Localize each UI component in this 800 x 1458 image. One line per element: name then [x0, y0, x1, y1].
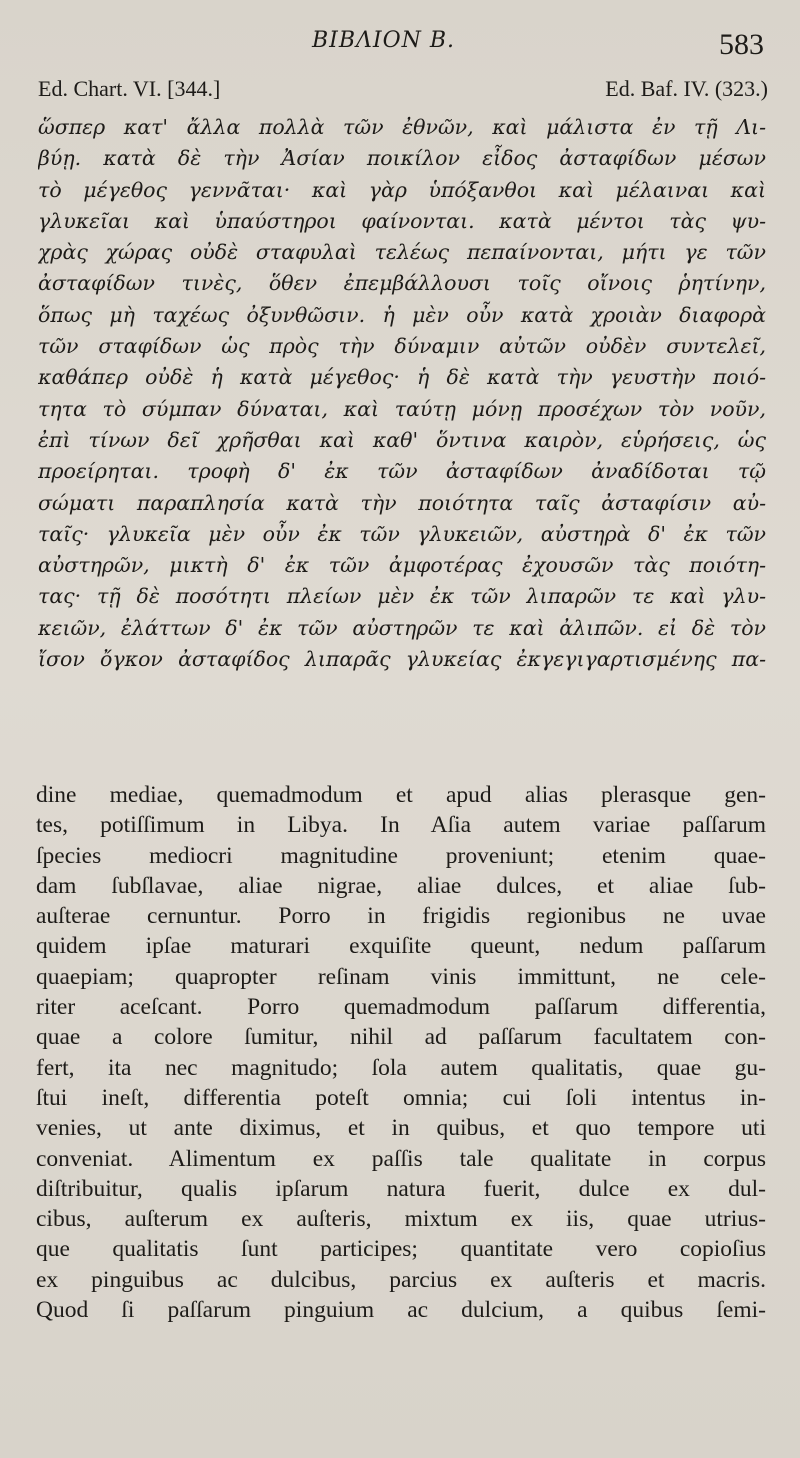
- latin-line: diſtribuitur, qualis ipſarum natura fuerit, dulce ex dul-: [36, 1175, 766, 1202]
- latin-line: dam ſubſlavae, aliae nigrae, aliae dulces, et aliae ſub-: [36, 872, 766, 899]
- latin-line: cibus, auſterum ex auſteris, mixtum ex iis, quae utrius-: [36, 1206, 766, 1233]
- greek-line: ἐπὶ τίνων δεῖ χρῆσθαι καὶ καθ' ὅντινα καιρὸν, εὑρήσεις, ὡς: [38, 427, 766, 452]
- greek-line: προείρηται. τροφὴ δ' ἐκ τῶν ἀσταφίδων ἀναδίδοται τῷ: [38, 459, 766, 484]
- page-number: 583: [719, 28, 764, 61]
- running-title: ΒΙΒΛΙΟΝ Β.: [312, 28, 456, 53]
- latin-line: quaepiam; quapropter reſinam vinis immittunt, ne cele-: [36, 963, 766, 990]
- latin-line: dine mediae, quemadmodum et apud alias plerasque gen-: [36, 782, 766, 808]
- latin-line: auſterae cernuntur. Porro in frigidis regionibus ne uvae: [36, 903, 766, 930]
- edition-basel: Ed. Baf. IV. (323.): [605, 76, 768, 101]
- greek-line: βύῃ. κατὰ δὲ τὴν Ἀσίαν ποικίλον εἶδος ἀσταφίδων μέσων: [38, 146, 766, 171]
- latin-line: Quod ſi paſſarum pinguium ac dulcium, a quibus ſemi-: [36, 1297, 766, 1324]
- latin-line: riter aceſcant. Porro quemadmodum paſſarum differentia,: [36, 994, 766, 1021]
- edition-chartier: Ed. Chart. VI. [344.]: [38, 76, 221, 101]
- latin-line: venies, ut ante diximus, et in quibus, et quo tempore uti: [36, 1115, 766, 1142]
- greek-line: αὐστηρῶν, μικτὴ δ' ἐκ τῶν ἀμφοτέρας ἐχουσῶν τὰς ποιότη-: [38, 553, 766, 578]
- latin-text-block: [36, 780, 766, 1325]
- edition-references: [38, 76, 768, 106]
- greek-line: ἀσταφίδων τινὲς, ὅθεν ἐπεμβάλλουσι τοῖς οἴνοις ῥητίνην,: [38, 271, 766, 296]
- greek-line: τῶν σταφίδων ὡς πρὸς τὴν δύναμιν αὐτῶν οὐδὲν συντελεῖ,: [38, 334, 766, 359]
- greek-line: γλυκεῖαι καὶ ὑπαύστηροι φαίνονται. κατὰ μέντοι τὰς ψυ-: [38, 208, 766, 233]
- greek-text-block: [38, 112, 766, 675]
- greek-line: ὅπως μὴ ταχέως ὀξυνθῶσιν. ἡ μὲν οὖν κατὰ χροιὰν διαφορὰ: [38, 302, 766, 327]
- latin-line: que qualitatis ſunt participes; quantitate vero copioſius: [36, 1236, 766, 1263]
- greek-line: σώματι παραπλησία κατὰ τὴν ποιότητα ταῖς ἀσταφίσιν αὐ-: [38, 490, 766, 515]
- latin-line: ſpecies mediocri magnitudine proveniunt; etenim quae-: [36, 842, 766, 869]
- greek-line: χρὰς χώρας οὐδὲ σταφυλαὶ τελέως πεπαίνονται, μήτι γε τῶν: [38, 240, 766, 265]
- greek-line: καθάπερ οὐδὲ ἡ κατὰ μέγεθος· ἡ δὲ κατὰ τὴν γευστὴν ποιό-: [38, 365, 766, 390]
- greek-line: τας· τῇ δὲ ποσότητι πλείων μὲν ἐκ τῶν λιπαρῶν τε καὶ γλυ-: [38, 584, 766, 609]
- latin-line: ſtui ineſt, differentia poteſt omnia; cui ſoli intentus in-: [36, 1084, 766, 1111]
- greek-line: τητα τὸ σύμπαν δύναται, καὶ ταύτῃ μόνῃ προσέχων τὸν νοῦν,: [38, 396, 766, 421]
- latin-line: tes, potiſſimum in Libya. In Aſia autem variae paſſarum: [36, 812, 766, 839]
- latin-line: fert, ita nec magnitudo; ſola autem qualitatis, quae gu-: [36, 1054, 766, 1081]
- latin-line: quidem ipſae maturari exquiſite queunt, nedum paſſarum: [36, 933, 766, 960]
- latin-line: quae a colore ſumitur, nihil ad paſſarum facultatem con-: [36, 1024, 766, 1051]
- latin-line: conveniat. Alimentum ex paſſis tale qualitate in corpus: [36, 1145, 766, 1172]
- latin-line: ex pinguibus ac dulcibus, parcius ex auſteris et macris.: [36, 1266, 766, 1293]
- greek-line: ταῖς· γλυκεῖα μὲν οὖν ἐκ τῶν γλυκειῶν, αὐστηρὰ δ' ἐκ τῶν: [38, 521, 766, 546]
- greek-line: ὥσπερ κατ' ἄλλα πολλὰ τῶν ἐθνῶν, καὶ μάλιστα ἐν τῇ Λι-: [38, 115, 766, 139]
- greek-line: ἴσον ὄγκον ἀσταφίδος λιπαρᾶς γλυκείας ἐκγεγιγαρτισμένης πα-: [38, 647, 766, 672]
- greek-line: κειῶν, ἐλάττων δ' ἐκ τῶν αὐστηρῶν τε καὶ ἀλιπῶν. εἰ δὲ τὸν: [38, 615, 766, 640]
- page-header: [0, 28, 800, 64]
- greek-line: τὸ μέγεθος γεννᾶται· καὶ γὰρ ὑπόξανθοι καὶ μέλαιναι καὶ: [38, 177, 766, 202]
